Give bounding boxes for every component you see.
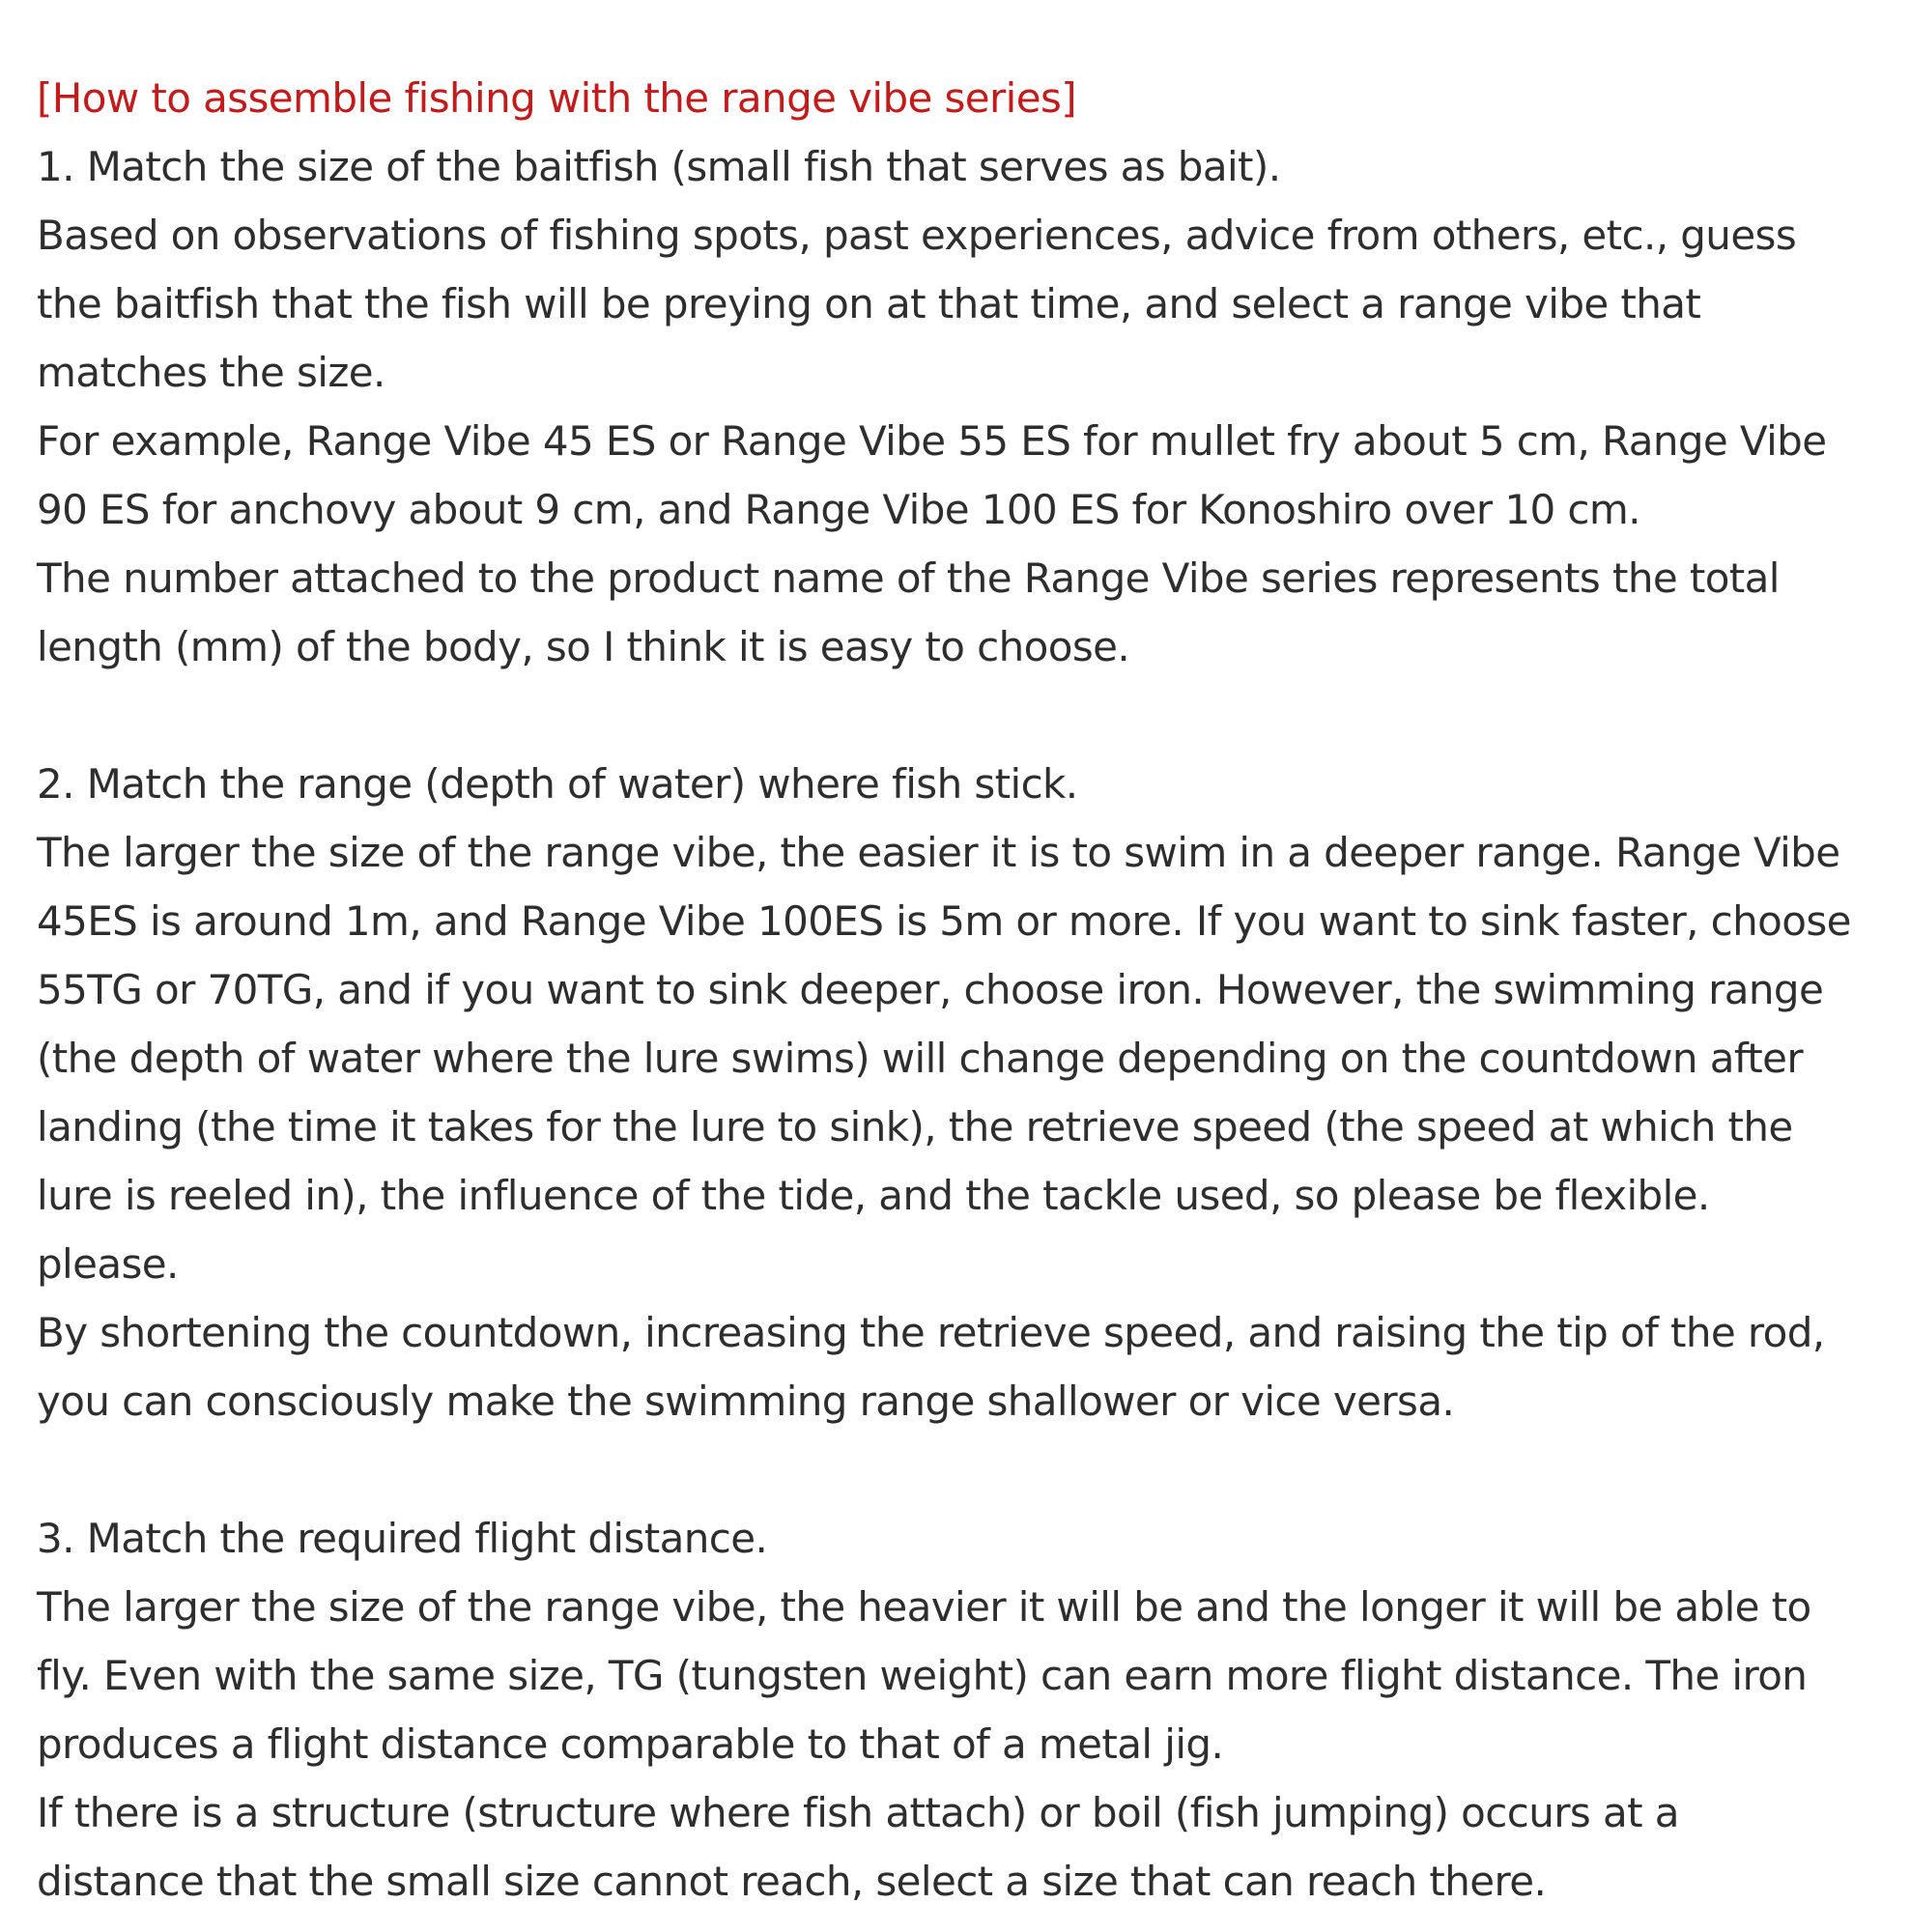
paragraph-line: you can consciously make the swimming range shallower or vice versa. — [37, 1378, 1455, 1425]
article-heading: [How to assemble fishing with the range vibe series] — [37, 74, 1077, 122]
paragraph-line: 90 ES for anchovy about 9 cm, and Range Vibe 100 ES for Konoshiro over 10 cm. — [37, 486, 1640, 533]
paragraph-line: the baitfish that the fish will be preying on at that time, and select a range vibe that — [37, 280, 1701, 327]
paragraph-line: distance that the small size cannot reach, select a size that can reach there. — [37, 1858, 1547, 1905]
paragraph-line: produces a flight distance comparable to that of a metal jig. — [37, 1720, 1224, 1768]
paragraph-line: By shortening the countdown, increasing the retrieve speed, and raising the tip of the rod, — [37, 1309, 1825, 1356]
paragraph-line: For example, Range Vibe 45 ES or Range Vibe 55 ES for mullet fry about 5 cm, Range Vibe — [37, 417, 1827, 465]
paragraph-line: The larger the size of the range vibe, the heavier it will be and the longer it will be able to — [37, 1583, 1811, 1631]
paragraph-line: matches the size. — [37, 349, 385, 396]
section-2-title: 2. Match the range (depth of water) where fish stick. — [37, 760, 1078, 808]
paragraph-line: If there is a structure (structure where fish attach) or boil (fish jumping) occurs at a — [37, 1789, 1679, 1836]
paragraph-line: landing (the time it takes for the lure to sink), the retrieve speed (the speed at which the — [37, 1103, 1793, 1151]
paragraph-line: fly. Even with the same size, TG (tungsten weight) can earn more flight distance. The iron — [37, 1652, 1808, 1699]
section-1 — [37, 132, 1892, 681]
article-body — [37, 64, 1892, 1916]
paragraph-line: length (mm) of the body, so I think it is easy to choose. — [37, 623, 1130, 670]
section-1-title: 1. Match the size of the baitfish (small fish that serves as bait). — [37, 143, 1281, 190]
paragraph-line: Based on observations of fishing spots, past experiences, advice from others, etc., guess — [37, 212, 1797, 259]
section-spacer — [37, 1435, 1892, 1504]
paragraph-line: lure is reeled in), the influence of the tide, and the tackle used, so please be flexible. — [37, 1172, 1710, 1219]
section-spacer — [37, 681, 1892, 750]
paragraph-line: (the depth of water where the lure swims) will change depending on the countdown after — [37, 1035, 1804, 1082]
section-2 — [37, 750, 1892, 1435]
paragraph-line: 55TG or 70TG, and if you want to sink deeper, choose iron. However, the swimming range — [37, 966, 1824, 1013]
paragraph-line: The number attached to the product name of the Range Vibe series represents the total — [37, 554, 1780, 602]
section-3 — [37, 1504, 1892, 1916]
paragraph-line: The larger the size of the range vibe, the easier it is to swim in a deeper range. Range Vibe — [37, 829, 1840, 876]
paragraph-line: please. — [37, 1240, 179, 1288]
paragraph-line: 45ES is around 1m, and Range Vibe 100ES is 5m or more. If you want to sink faster, choose — [37, 897, 1851, 945]
section-3-title: 3. Match the required flight distance. — [37, 1515, 768, 1562]
